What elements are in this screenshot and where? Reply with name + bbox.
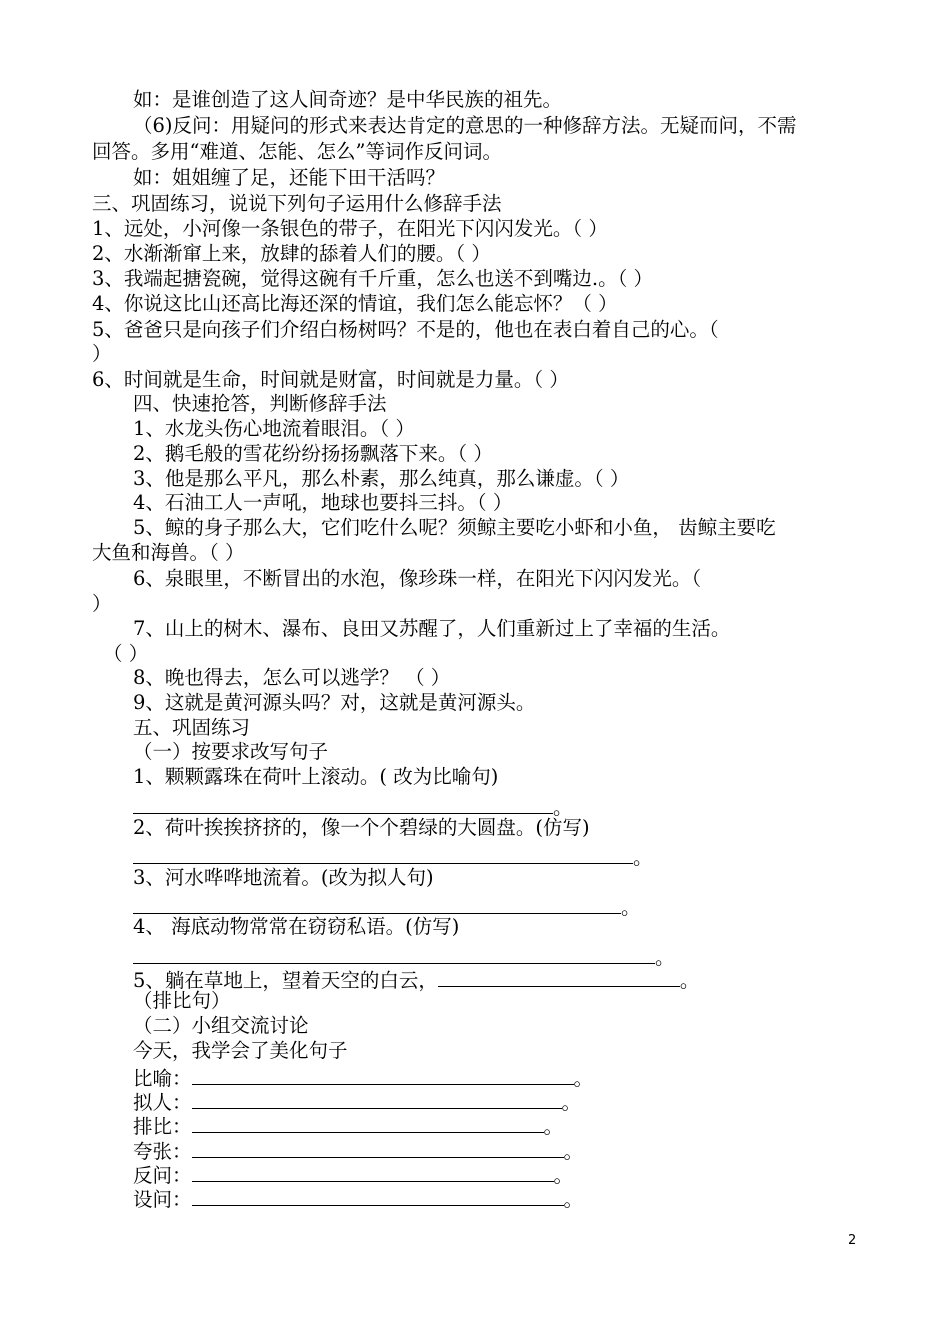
section-heading: 四、快速抢答，判断修辞手法 [133, 392, 387, 415]
question-line: 7、山上的树木、瀑布、良田又苏醒了，人们重新过上了幸福的生活。 [133, 617, 731, 640]
summary-line [133, 1112, 563, 1139]
summary-label: 比喻： [133, 1067, 192, 1090]
question-line-continued: ） [92, 592, 112, 615]
question-line: 9、这就是黄河源头吗？对，这就是黄河源头。 [133, 691, 536, 714]
question-line: 2、鹅毛般的雪花纷纷扬扬飘落下来。（ ） [133, 442, 493, 465]
summary-line [133, 1064, 593, 1091]
summary-line [133, 1161, 573, 1188]
question-line: 2、水渐渐窜上来，放肆的舔着人们的腰。（ ） [92, 242, 491, 265]
question-line: 1、远处，小河像一条银色的带子，在阳光下闪闪发光。（ ） [92, 217, 608, 240]
question-line: 5、鲸的身子那么大，它们吃什么呢？须鲸主要吃小虾和小鱼， 齿鲸主要吃 [133, 516, 776, 539]
answer-blank[interactable] [192, 1112, 544, 1133]
answer-blank[interactable] [438, 966, 680, 987]
question-line-continued: （排比句） [133, 989, 231, 1012]
answer-blank[interactable] [192, 1088, 562, 1109]
question-line: 1、水龙头伤心地流着眼泪。（ ） [133, 417, 415, 440]
period: 。 [561, 1091, 582, 1114]
answer-blank[interactable] [192, 1185, 564, 1206]
period: 。 [563, 1188, 584, 1211]
period: 。 [621, 896, 641, 919]
answer-blank[interactable] [133, 843, 633, 864]
question-line-continued: 大鱼和海兽。（ ） [92, 541, 245, 564]
summary-line [133, 1137, 583, 1164]
summary-label: 设问： [133, 1188, 192, 1211]
text-line: 如：是谁创造了这人间奇迹？是中华民族的祖先。 [133, 88, 563, 111]
period: 。 [553, 796, 573, 819]
summary-label: 夸张： [133, 1140, 192, 1163]
question-line: 3、河水哗哗地流着。(改为拟人句) [133, 866, 434, 889]
summary-label: 反问： [133, 1164, 192, 1187]
answer-blank[interactable] [192, 1137, 564, 1158]
question-text: 5、躺在草地上，望着天空的白云， [133, 969, 438, 992]
section-heading: 三、巩固练习，说说下列句子运用什么修辞手法 [92, 192, 502, 215]
question-line: 6、时间就是生命，时间就是财富，时间就是力量。（ ） [92, 368, 569, 391]
question-line: 6、泉眼里，不断冒出的水泡，像珍珠一样，在阳光下闪闪发光。（ [133, 567, 702, 590]
question-line: 3、他是那么平凡，那么朴素，那么纯真，那么谦虚。（ ） [133, 467, 630, 490]
text-line: 回答。多用“难道、怎能、怎么”等词作反问词。 [92, 140, 502, 163]
summary-label: 排比： [133, 1115, 192, 1138]
text-line: 今天，我学会了美化句子 [133, 1039, 348, 1062]
answer-blank[interactable] [133, 893, 621, 914]
question-line: 4、你说这比山还高比海还深的情谊，我们怎么能忘怀？（ ） [92, 292, 618, 315]
question-line-continued: ） [92, 342, 112, 365]
period: 。 [573, 1067, 594, 1090]
question-line: 2、荷叶挨挨挤挤的，像一个个碧绿的大圆盘。(仿写) [133, 816, 590, 839]
summary-line [133, 1088, 581, 1115]
question-line: 8、晚也得去，怎么可以逃学？ （ ） [133, 666, 451, 689]
text-line: （6)反问：用疑问的形式来表达肯定的意思的一种修辞方法。无疑而问，不需 [133, 114, 797, 137]
answer-blank[interactable] [133, 793, 553, 814]
period: 。 [553, 1164, 574, 1187]
subsection-heading: （一）按要求改写句子 [133, 740, 329, 763]
summary-label: 拟人： [133, 1091, 192, 1114]
period: 。 [633, 846, 653, 869]
summary-line [133, 1185, 583, 1212]
period: 。 [679, 969, 700, 992]
section-heading: 五、巩固练习 [133, 716, 251, 739]
question-line-continued: （ ） [103, 642, 149, 665]
question-line: 5、爸爸只是向孩子们介绍白杨树吗？不是的，他也在表白着自己的心。（ [92, 318, 719, 341]
page-number: 2 [848, 1233, 857, 1248]
subsection-heading: （二）小组交流讨论 [133, 1014, 309, 1037]
question-line: 4、石油工人一声吼，地球也要抖三抖。（ ） [133, 491, 513, 514]
answer-blank[interactable] [133, 943, 655, 964]
answer-blank[interactable] [192, 1161, 554, 1182]
text-line: 如：姐姐缠了足，还能下田干活吗？ [133, 166, 446, 189]
period: 。 [543, 1115, 564, 1138]
period: 。 [563, 1140, 584, 1163]
question-line: 3、我端起搪瓷碗，觉得这碗有千斤重，怎么也送不到嘴边.。（ ） [92, 267, 654, 290]
question-line: 1、颗颗露珠在荷叶上滚动。( 改为比喻句) [133, 765, 499, 788]
question-line: 4、 海底动物常常在窃窃私语。(仿写) [133, 915, 460, 938]
period: 。 [655, 946, 675, 969]
answer-blank[interactable] [192, 1064, 574, 1085]
